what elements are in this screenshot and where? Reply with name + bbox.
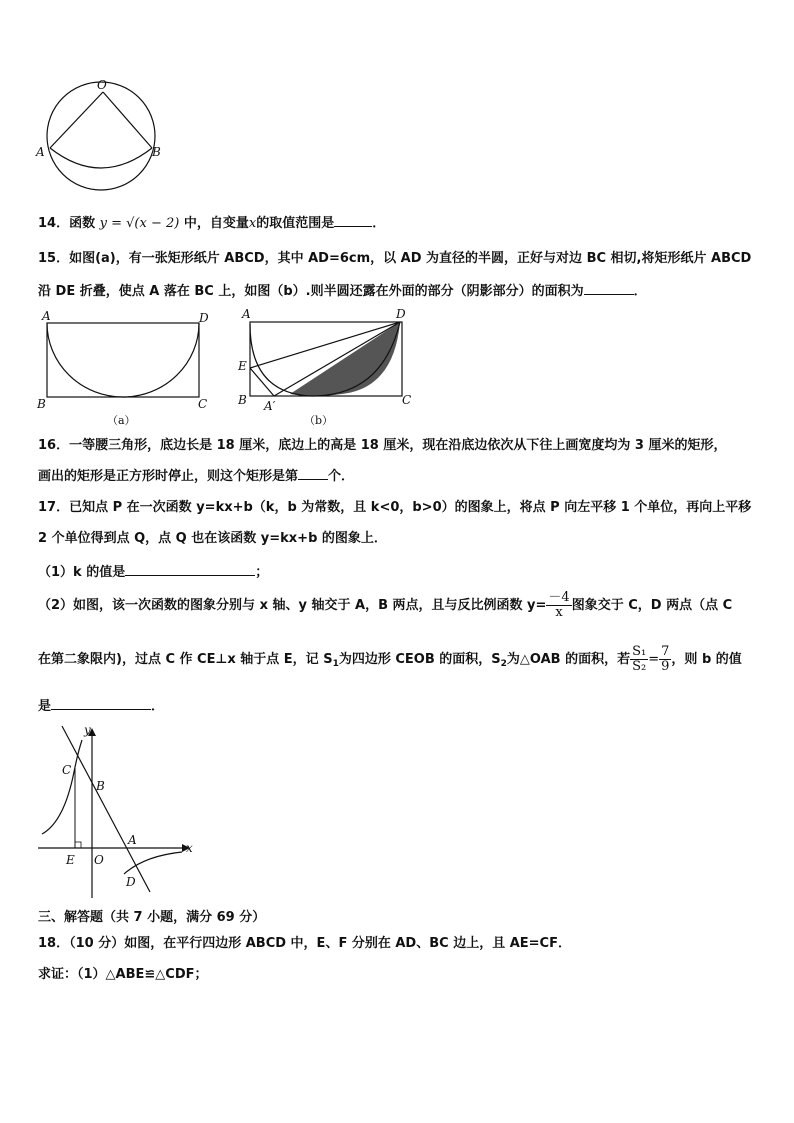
fraction-neg4-over-x: $\frac{-4}{x}$ [548, 590, 570, 620]
semicircle [47, 323, 199, 397]
answer-blank[interactable] [298, 467, 328, 480]
section-3-title: 三、解答题（共 7 小题，满分 69 分） [38, 910, 266, 925]
q15-figure-b [232, 306, 422, 430]
label-a: A [42, 309, 51, 323]
label-c: C [198, 397, 208, 411]
label-c: C [62, 763, 72, 777]
question-14: 14．函数 y = √(x − 2) 中，自变量x的取值范围是 ． [38, 216, 386, 231]
answer-blank[interactable] [125, 563, 255, 576]
question-17-line2: 2 个单位得到点 Q，点 Q 也在该函数 y=kx+b 的图象上． [38, 531, 387, 546]
label-d: D [199, 311, 209, 325]
label-c: C [402, 393, 412, 407]
label-d: D [126, 875, 136, 889]
rectangle-abcd [47, 323, 199, 397]
question-18-line1: 18．（10 分）如图，在平行四边形 ABCD 中，E、F 分别在 AD、BC 边上，且 AE=CF． [38, 936, 571, 951]
segment-oa [50, 92, 103, 148]
q15-figure-a [32, 308, 222, 430]
label-o: O [97, 78, 107, 92]
label-o: O [94, 853, 104, 867]
circle [47, 82, 155, 190]
label-y: y [84, 723, 91, 737]
label-b: B [238, 393, 247, 407]
question-17-sub2: （2）如图，该一次函数的图象分别与 x 轴、y 轴交于 A，B 两点，且与反比例函数 y= $\frac{-4}{x}$ 图象交于 C，D 两点（点 C [38, 590, 733, 620]
question-17-sub1: （1）k 的值是 ； [38, 565, 269, 580]
label-b: B [96, 779, 105, 793]
right-angle-mark [75, 842, 81, 848]
answer-blank[interactable] [51, 697, 151, 710]
question-16-line2: 画出的矩形是正方形时停止，则这个矩形是第 个． [38, 469, 355, 484]
question-16-line1: 16．一等腰三角形，底边长是 18 厘米，底边上的高是 18 厘米，现在沿底边依次从下往上画宽度均为 3 厘米的矩形， [38, 438, 727, 453]
shaded-region [290, 322, 400, 396]
label-x: x [186, 841, 193, 855]
question-17-line1: 17．已知点 P 在一次函数 y=kx+b（k，b 为常数，且 k<0，b>0）的图象上，将点 P 向左平移 1 个单位，再向上平移 [38, 500, 752, 515]
label-b: B [37, 397, 46, 411]
caption-b: （b） [304, 414, 334, 427]
label-b: B [152, 145, 161, 159]
arc-ab [50, 148, 152, 168]
label-a-prime: A′ [264, 399, 276, 413]
q14-formula: y = √(x − 2) [99, 216, 180, 231]
answer-blank[interactable] [334, 214, 372, 227]
hyperbola-right [124, 852, 182, 874]
question-15-line2: 沿 DE 折叠，使点 A 落在 BC 上，如图（b）.则半圆还露在外面的部分（阴影部分）的面积为 ． [38, 284, 647, 299]
label-a: A [242, 307, 251, 321]
label-e: E [66, 853, 75, 867]
question-17-line3: 在第二象限内)，过点 C 作 CE⊥x 轴于点 E，记 $S_1$为四边形 CEOB 的面积，$S_2$为△OAB 的面积，若 $\frac{\text{S₁}}{\text{S₂}}$ = $\frac{7}{9}$ ，则 b 的值 [38, 644, 742, 674]
q17-figure [34, 722, 200, 902]
label-a: A [128, 833, 137, 847]
label-d: D [396, 307, 406, 321]
segment-ob [103, 92, 152, 148]
label-e: E [238, 359, 247, 373]
question-17-line4: 是 ． [38, 699, 165, 714]
question-15-line1: 15．如图(a)，有一张矩形纸片 ABCD，其中 AD=6cm，以 AD 为直径的半圆，正好与对边 BC 相切,将矩形纸片 ABCD [38, 251, 752, 266]
caption-a: （a） [107, 414, 136, 427]
hyperbola-left [42, 740, 82, 834]
fraction-s1-over-s2: $\frac{\text{S₁}}{\text{S₂}}$ [632, 644, 647, 674]
q13-figure [30, 78, 170, 200]
fraction-7-over-9: $\frac{7}{9}$ [661, 644, 670, 674]
question-18-line2: 求证：（1）△ABE≌△CDF； [38, 967, 208, 982]
answer-blank[interactable] [584, 282, 634, 295]
label-a: A [36, 145, 45, 159]
